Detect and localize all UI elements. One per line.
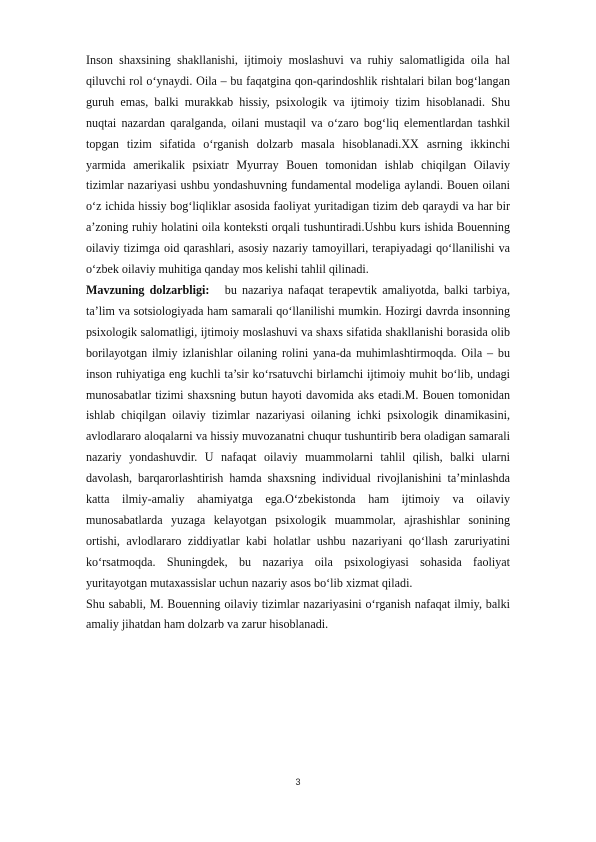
- paragraph-conclusion: Shu sababli, M. Bouenning oilaviy tizimlar nazariyasini o‘rganish nafaqat ilmiy, balki amaliy jihatdan ham dolzarb va zarur hisoblanadi.: [86, 596, 510, 632]
- page-number: 3: [295, 777, 301, 787]
- paragraph-relevance: [86, 280, 510, 594]
- body-text: [86, 50, 510, 635]
- section-heading-relevance: Mavzuning dolzarbligi:: [86, 282, 210, 297]
- paragraph-intro: Inson shaxsining shakllanishi, ijtimoiy moslashuvi va ruhiy salomatligida oila hal qiluvchi rol o‘ynaydi. Oila – bu faqatgina qon-qarindoshlik rishtalari bilan bog‘langan guruh emas, balki murakkab hissiy, psixologik va ijtimoiy tizim hisoblanadi. Shu nuqtai nazardan qaralganda, oilani mustaqil va o‘zaro bog‘liq elementlardan tashkil topgan tizim sifatida o‘rganish dolzarb masala hisoblanadi.XX asrning ikkinchi yarmida amerikalik psixiatr Myurray Bouen tomonidan ishlab chiqilgan Oilaviy tizimlar nazariyasi ushbu yondashuvning fundamental modeliga aylandi. Bouen oilani o‘z ichida hissiy bog‘liqliklar asosida faoliyat yuritadigan tizim deb qaraydi va har bir a’zoning ruhiy holatini oila konteksti orqali tushuntiradi.Ushbu kurs ishida Bouenning oilaviy tizimga oid qarashlari, asosiy nazariy tamoyillari, terapiyadagi qo‘llanilishi va o‘zbek oilaviy muhitiga qanday mos kelishi tahlil qilinadi.: [86, 53, 510, 277]
- paragraph-relevance-text: bu nazariya nafaqat terapevtik amaliyotda, balki tarbiya, ta’lim va sotsiologiyada ham samarali qo‘llanilishi mumkin. Hozirgi davrda insonning psixologik salomatligi, ijtimoiy moslashuvi va shaxs sifatida shakllanishi borasida olib borilayotgan ilmiy izlanishlar oilaning rolini yana-da muhimlashtirmoqda. Oila – bu inson ruhiyatiga eng kuchli ta’sir ko‘rsatuvchi birlamchi ijtimoiy muhit bo‘lib, undagi munosabatlar tizimi shaxsning butun hayoti davomida aks etadi.M. Bouen tomonidan ishlab chiqilgan oilaviy tizimlar nazariyasi oilaning ichki psixologik dinamikasini, avlodlararo aloqalarni va hissiy muvozanatni chuqur tushuntirib bera oladigan samarali nazariy yondashuvdir. U nafaqat oilaviy muammolarni tahlil qilish, balki ularni davolash, barqarorlashtirish hamda shaxsning individual rivojlanishini ta’minlashda katta ilmiy-amaliy ahamiyatga ega.O‘zbekistonda ham ijtimoiy va oilaviy munosabatlarda yuzaga kelayotgan psixologik muammolar, ajrashishlar sonining ortishi, avlodlararo ziddiyatlar kabi holatlar ushbu nazariyani qo‘llash zaruriyatini ko‘rsatmoqda. Shuningdek, bu nazariya oila psixologiyasi sohasida faoliyat yuritayotgan mutaxassislar uchun nazariy asos bo‘lib xizmat qiladi.: [86, 282, 511, 590]
